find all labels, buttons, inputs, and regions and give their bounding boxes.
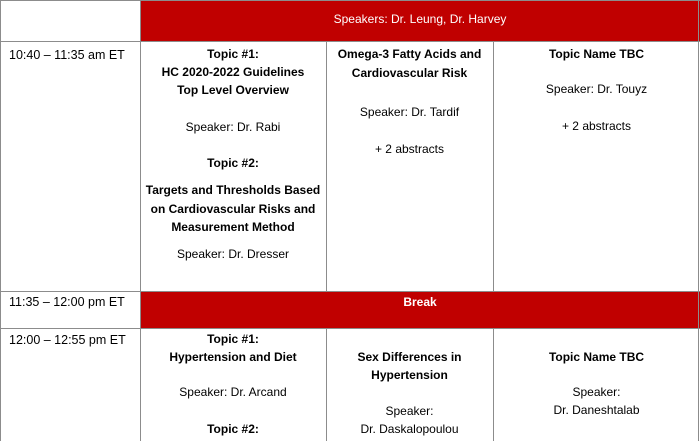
abstracts-note: + 2 abstracts xyxy=(561,119,632,133)
speaker-touyz: Speaker: Dr. Touyz xyxy=(545,82,648,96)
speaker-dresser: Speaker: Dr. Dresser xyxy=(176,247,290,261)
topic-tbc-title: Topic Name TBC xyxy=(548,47,645,61)
topic1-title-line2: Top Level Overview xyxy=(177,83,289,97)
session-cell-row1-col3 xyxy=(493,41,700,291)
time-cell-row3 xyxy=(0,328,140,441)
speaker-daskalopoulou: Dr. Daskalopoulou xyxy=(360,422,459,436)
topic-tbc-title: Topic Name TBC xyxy=(548,350,645,364)
speakers-header-band xyxy=(140,0,700,41)
session-cell-row3-col2 xyxy=(326,328,493,441)
grid-line xyxy=(0,328,700,329)
time-cell-empty xyxy=(0,0,140,41)
grid-line xyxy=(326,328,327,441)
topic2-label: Topic #2: xyxy=(207,156,259,170)
omega3-title-line2: Cardiovascular Risk xyxy=(351,66,468,80)
speaker-tardif: Speaker: Dr. Tardif xyxy=(359,105,460,119)
grid-line xyxy=(698,0,699,441)
session-cell-row1-col2 xyxy=(326,41,493,291)
topic1-label: Topic #1: xyxy=(207,332,259,346)
grid-line xyxy=(0,291,700,292)
topic1-label: Topic #1: xyxy=(207,47,259,61)
session-cell-row3-col3 xyxy=(493,328,700,441)
speaker-daneshtalab: Dr. Daneshtalab xyxy=(553,403,640,417)
omega3-title-line1: Omega-3 Fatty Acids and xyxy=(337,47,482,61)
grid-line xyxy=(493,41,494,291)
time-cell-row1 xyxy=(0,41,140,291)
speaker-rabi: Speaker: Dr. Rabi xyxy=(185,120,281,134)
sex-diff-title-line1: Sex Differences in xyxy=(357,350,462,364)
topic1-title-line1: HC 2020-2022 Guidelines xyxy=(161,65,305,79)
diet-title: Hypertension and Diet xyxy=(169,350,297,364)
topic2-title-line3: Measurement Method xyxy=(171,220,295,234)
time-label-row2: 11:35 – 12:00 pm ET xyxy=(9,295,125,309)
sex-diff-title-line2: Hypertension xyxy=(371,368,448,382)
break-band xyxy=(140,291,700,328)
topic2-label: Topic #2: xyxy=(207,422,259,436)
session-cell-row3-col1 xyxy=(140,328,326,441)
time-label-row1: 10:40 – 11:35 am ET xyxy=(9,48,125,62)
grid-line xyxy=(0,41,700,42)
grid-line xyxy=(326,41,327,291)
topic2-title-line1: Targets and Thresholds Based xyxy=(145,183,321,197)
speaker-arcand: Speaker: Dr. Arcand xyxy=(179,385,287,399)
speaker-label: Speaker: xyxy=(385,404,434,418)
speakers-header-text: Speakers: Dr. Leung, Dr. Harvey xyxy=(333,12,507,26)
time-label-row3: 12:00 – 12:55 pm ET xyxy=(9,333,126,347)
grid-line xyxy=(0,0,700,1)
speaker-label: Speaker: xyxy=(572,385,621,399)
grid-line xyxy=(0,0,1,441)
abstracts-note: + 2 abstracts xyxy=(374,142,445,156)
break-label: Break xyxy=(403,295,437,309)
time-cell-row2 xyxy=(0,291,140,328)
topic2-title-line2: on Cardiovascular Risks and xyxy=(150,202,316,216)
session-cell-row1-col1 xyxy=(140,41,326,291)
grid-line xyxy=(493,328,494,441)
grid-line xyxy=(140,0,141,441)
